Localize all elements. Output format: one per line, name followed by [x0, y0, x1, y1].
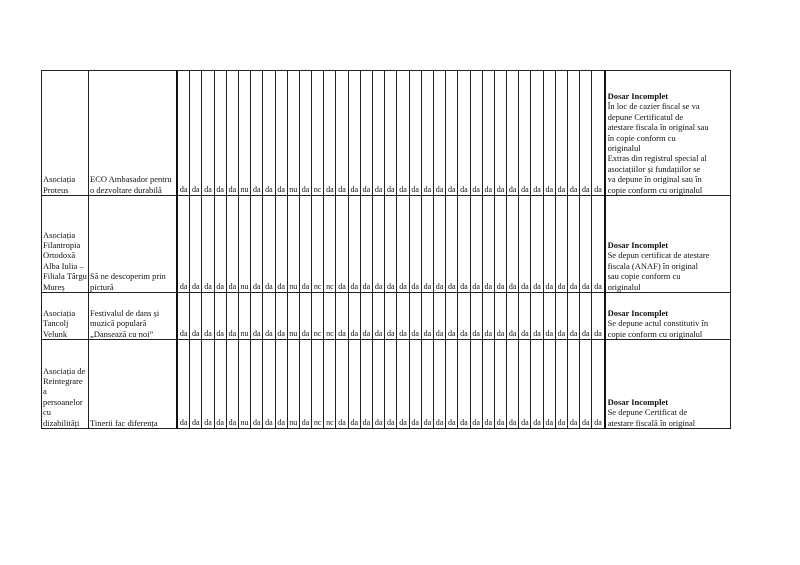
- criterion-cell: nc: [312, 293, 324, 340]
- criterion-cell: da: [226, 340, 238, 429]
- criterion-cell: nc: [312, 196, 324, 293]
- criterion-cell: da: [507, 293, 519, 340]
- observation-line: sau copie conform cu: [607, 271, 681, 282]
- observation-line: depune Certificatul de: [607, 111, 684, 122]
- criterion-cell: da: [373, 340, 385, 429]
- criterion-cell: da: [494, 71, 506, 196]
- criterion-cell: da: [458, 71, 470, 196]
- criterion-cell: da: [446, 71, 458, 196]
- criterion-cell: da: [251, 293, 263, 340]
- criterion-cell: da: [592, 71, 605, 196]
- criterion-cell: da: [592, 340, 605, 429]
- criterion-cell: da: [385, 293, 397, 340]
- project-title: Festivalul de dans și muzică populară „Dansează cu noi”: [89, 293, 178, 340]
- table-body: [42, 71, 731, 429]
- criterion-cell: da: [555, 340, 567, 429]
- criterion-cell: da: [397, 340, 409, 429]
- observation-line: copie conform cu originalul: [607, 328, 703, 339]
- criterion-cell: da: [555, 71, 567, 196]
- criterion-cell: da: [251, 340, 263, 429]
- organization-name: Asociația Filantropia Ortodoxă Alba Iulia – Filiala Târgu Mureș: [42, 196, 89, 293]
- criterion-cell: da: [190, 71, 202, 196]
- criterion-cell: da: [263, 293, 275, 340]
- criterion-cell: da: [433, 340, 445, 429]
- criterion-cell: da: [385, 340, 397, 429]
- observation-line: originalul: [607, 281, 641, 292]
- criterion-cell: nu: [287, 196, 299, 293]
- criterion-cell: da: [348, 340, 360, 429]
- criterion-cell: da: [348, 71, 360, 196]
- criterion-cell: da: [543, 293, 555, 340]
- criterion-cell: nu: [238, 196, 250, 293]
- criterion-cell: da: [348, 196, 360, 293]
- criterion-cell: da: [507, 340, 519, 429]
- criterion-cell: da: [421, 340, 433, 429]
- criterion-cell: da: [226, 293, 238, 340]
- criterion-cell: da: [177, 293, 190, 340]
- evaluation-table: [41, 70, 731, 429]
- criterion-cell: da: [568, 196, 580, 293]
- criterion-cell: da: [409, 71, 421, 196]
- criterion-cell: da: [299, 71, 311, 196]
- criterion-cell: da: [580, 196, 592, 293]
- observation-line: Se depune Certificat de: [607, 407, 688, 418]
- status-title: Dosar Incomplet: [607, 239, 669, 250]
- criterion-cell: da: [202, 196, 214, 293]
- criterion-cell: da: [373, 196, 385, 293]
- criterion-cell: da: [470, 293, 482, 340]
- criterion-cell: da: [446, 293, 458, 340]
- criterion-cell: da: [482, 71, 494, 196]
- observation-line: Extras din registrul special al: [607, 153, 707, 164]
- criterion-cell: da: [458, 293, 470, 340]
- criterion-cell: da: [555, 293, 567, 340]
- criterion-cell: da: [190, 340, 202, 429]
- criterion-cell: da: [482, 293, 494, 340]
- criterion-cell: da: [299, 293, 311, 340]
- criterion-cell: da: [494, 340, 506, 429]
- criterion-cell: da: [543, 71, 555, 196]
- organization-name: Asociația de Reintegrare a persoanelor cu dizabilități: [42, 340, 89, 429]
- criterion-cell: da: [336, 71, 348, 196]
- criterion-cell: da: [421, 71, 433, 196]
- criterion-cell: nu: [238, 71, 250, 196]
- criterion-cell: da: [251, 71, 263, 196]
- criterion-cell: da: [446, 340, 458, 429]
- criterion-cell: da: [494, 293, 506, 340]
- table-row: [42, 340, 731, 429]
- criterion-cell: da: [568, 293, 580, 340]
- table-row: [42, 71, 731, 196]
- criterion-cell: da: [568, 340, 580, 429]
- criterion-cell: da: [226, 196, 238, 293]
- observation-line: în copie conform cu: [607, 132, 676, 143]
- criterion-cell: da: [519, 71, 531, 196]
- criterion-cell: nc: [324, 196, 336, 293]
- criterion-cell: da: [568, 71, 580, 196]
- criterion-cell: nu: [287, 293, 299, 340]
- observations-cell: [605, 196, 731, 293]
- criterion-cell: da: [275, 196, 287, 293]
- criterion-cell: da: [507, 71, 519, 196]
- criterion-cell: da: [177, 71, 190, 196]
- criterion-cell: da: [446, 196, 458, 293]
- criterion-cell: da: [299, 340, 311, 429]
- criterion-cell: da: [299, 196, 311, 293]
- criterion-cell: da: [275, 293, 287, 340]
- criterion-cell: da: [214, 340, 226, 429]
- observation-line: asociațiilor și fundațiilor se: [607, 163, 701, 174]
- project-title: Să ne descoperim prin pictură: [89, 196, 178, 293]
- criterion-cell: da: [470, 71, 482, 196]
- criterion-cell: da: [580, 293, 592, 340]
- criterion-cell: da: [458, 340, 470, 429]
- criterion-cell: da: [360, 71, 372, 196]
- criterion-cell: da: [385, 71, 397, 196]
- criterion-cell: da: [531, 196, 543, 293]
- observation-line: va depune în original sau în: [607, 174, 702, 185]
- project-title: Tinerii fac diferența: [89, 340, 178, 429]
- criterion-cell: da: [531, 293, 543, 340]
- project-title: ECO Ambasador pentru o dezvoltare durabilă: [89, 71, 178, 196]
- criterion-cell: da: [470, 196, 482, 293]
- criterion-cell: da: [177, 340, 190, 429]
- criterion-cell: nc: [324, 293, 336, 340]
- criterion-cell: da: [336, 293, 348, 340]
- criterion-cell: da: [360, 196, 372, 293]
- criterion-cell: da: [336, 196, 348, 293]
- criterion-cell: da: [202, 71, 214, 196]
- criterion-cell: da: [409, 196, 421, 293]
- criterion-cell: da: [519, 293, 531, 340]
- criterion-cell: nc: [312, 71, 324, 196]
- criterion-cell: da: [592, 196, 605, 293]
- criterion-cell: da: [324, 71, 336, 196]
- criterion-cell: da: [202, 293, 214, 340]
- criterion-cell: da: [360, 340, 372, 429]
- criterion-cell: da: [494, 196, 506, 293]
- criterion-cell: nc: [312, 340, 324, 429]
- criterion-cell: da: [348, 293, 360, 340]
- criterion-cell: da: [458, 196, 470, 293]
- criterion-cell: da: [580, 340, 592, 429]
- criterion-cell: da: [190, 196, 202, 293]
- observations-cell: [605, 293, 731, 340]
- criterion-cell: da: [202, 340, 214, 429]
- observation-line: originalul: [607, 142, 641, 153]
- criterion-cell: da: [214, 196, 226, 293]
- criterion-cell: da: [409, 293, 421, 340]
- criterion-cell: da: [482, 196, 494, 293]
- criterion-cell: da: [275, 71, 287, 196]
- criterion-cell: da: [433, 293, 445, 340]
- criterion-cell: da: [251, 196, 263, 293]
- criterion-cell: da: [397, 293, 409, 340]
- criterion-cell: nu: [238, 293, 250, 340]
- organization-name: Asociația Tancolj Velunk: [42, 293, 89, 340]
- criterion-cell: da: [543, 340, 555, 429]
- observations-cell: [605, 340, 731, 429]
- criterion-cell: da: [543, 196, 555, 293]
- criterion-cell: da: [397, 71, 409, 196]
- criterion-cell: da: [336, 340, 348, 429]
- criterion-cell: da: [275, 340, 287, 429]
- criterion-cell: da: [373, 71, 385, 196]
- criterion-cell: da: [421, 293, 433, 340]
- criterion-cell: da: [580, 71, 592, 196]
- criterion-cell: da: [433, 196, 445, 293]
- criterion-cell: da: [482, 340, 494, 429]
- criterion-cell: nu: [287, 340, 299, 429]
- criterion-cell: da: [226, 71, 238, 196]
- observation-line: copie conform cu originalul: [607, 184, 703, 195]
- criterion-cell: da: [519, 196, 531, 293]
- observation-line: În loc de cazier fiscal se va: [607, 101, 700, 112]
- table-row: [42, 293, 731, 340]
- status-title: Dosar Incomplet: [607, 396, 669, 407]
- evaluation-table-sheet: [41, 70, 731, 429]
- observation-line: atestare fiscală în original: [607, 417, 696, 428]
- criterion-cell: da: [409, 340, 421, 429]
- criterion-cell: da: [397, 196, 409, 293]
- observation-line: fiscala (ANAF) în original: [607, 260, 698, 271]
- organization-name: Asociația Proteus: [42, 71, 89, 196]
- observation-line: Se depune actul constitutiv în: [607, 318, 709, 329]
- criterion-cell: da: [263, 340, 275, 429]
- criterion-cell: da: [214, 293, 226, 340]
- criterion-cell: da: [519, 340, 531, 429]
- criterion-cell: da: [214, 71, 226, 196]
- criterion-cell: da: [373, 293, 385, 340]
- criterion-cell: nu: [238, 340, 250, 429]
- criterion-cell: da: [592, 293, 605, 340]
- status-title: Dosar Incomplet: [607, 90, 669, 101]
- observation-line: atestare fiscala în original sau: [607, 122, 709, 133]
- criterion-cell: da: [555, 196, 567, 293]
- status-title: Dosar Incomplet: [607, 307, 669, 318]
- criterion-cell: nu: [287, 71, 299, 196]
- criterion-cell: da: [531, 340, 543, 429]
- criterion-cell: da: [433, 71, 445, 196]
- table-row: [42, 196, 731, 293]
- observations-cell: [605, 71, 731, 196]
- criterion-cell: da: [190, 293, 202, 340]
- observation-line: Se depun certificat de atestare: [607, 250, 710, 261]
- criterion-cell: da: [507, 196, 519, 293]
- criterion-cell: nc: [324, 340, 336, 429]
- criterion-cell: da: [360, 293, 372, 340]
- criterion-cell: da: [385, 196, 397, 293]
- criterion-cell: da: [263, 71, 275, 196]
- criterion-cell: da: [263, 196, 275, 293]
- criterion-cell: da: [421, 196, 433, 293]
- criterion-cell: da: [470, 340, 482, 429]
- criterion-cell: da: [531, 71, 543, 196]
- criterion-cell: da: [177, 196, 190, 293]
